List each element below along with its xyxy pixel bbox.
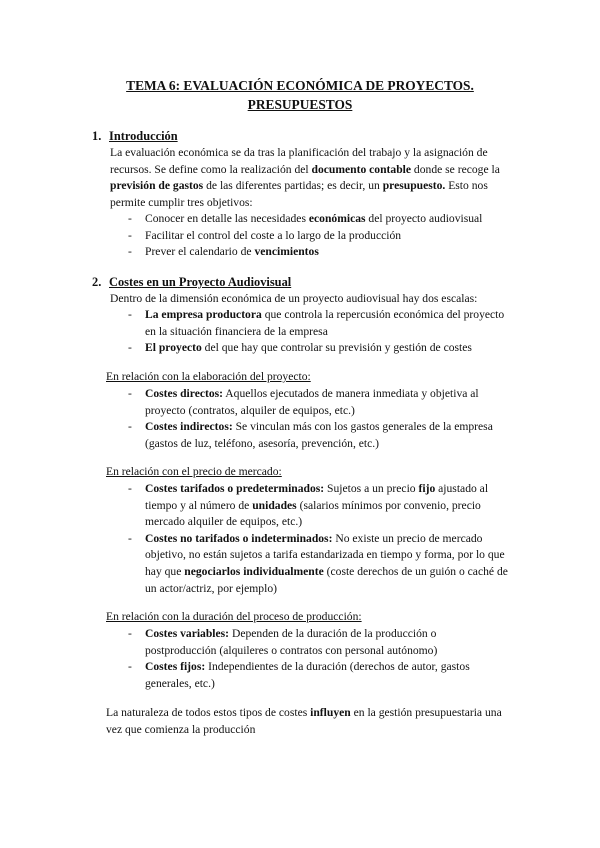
closing-text-2: en la gestión presupuestaria una vez que comienza la producción — [106, 706, 502, 736]
elaboracion-list — [128, 386, 510, 452]
cost-type-bold: Costes no tarifados o indeterminados: — [145, 531, 333, 545]
scale-bold: La empresa productora — [145, 308, 262, 321]
intro-text-2: donde se recoge la — [411, 162, 500, 176]
objective-text: Prever el calendario de — [145, 245, 255, 259]
closing-paragraph — [106, 705, 516, 738]
cost-type-bold: Costes fijos: — [145, 660, 206, 674]
cost-type-text: Independientes de la duración (derechos de autor, gastos generales, etc.) — [145, 660, 470, 690]
list-item — [128, 340, 510, 357]
title-line-2: PRESUPUESTOS — [247, 97, 353, 112]
mercado-list — [128, 481, 510, 597]
intro-bold-1: documento contable — [311, 162, 412, 176]
cost-type-bold: Costes variables: — [145, 627, 230, 640]
list-item — [128, 626, 510, 659]
dash-marker: - — [128, 531, 132, 545]
dash-marker: - — [128, 341, 132, 355]
cost-type-bold-3: unidades — [252, 498, 297, 512]
dash-marker: - — [128, 660, 132, 674]
cost-type-text: Aquellos ejecutados de manera inmediata y objetiva al proyecto (contratos, alquiler de equipos, etc.) — [145, 387, 479, 417]
objective-text: Facilitar el control del coste a lo largo de la producción — [145, 228, 402, 242]
objective-text-post: del proyecto audiovisual — [365, 212, 483, 225]
cost-type-text-2: (coste derechos de un guión o caché de un actor/actriz, por ejemplo) — [145, 564, 508, 595]
objective-text: Conocer en detalle las necesidades — [145, 212, 309, 225]
intro-text-1: La evaluación económica se da tras la planificación del trabajo y la asignación de recursos. Se define como la realización del — [110, 146, 488, 176]
subheading-mercado: En relación con el precio de mercado: — [106, 465, 282, 478]
cost-type-bold: Costes indirectos: — [145, 420, 233, 434]
cost-type-bold-2: negociarlos individualmente — [184, 564, 324, 578]
list-item — [128, 386, 510, 419]
subheading-elaboracion: En relación con la elaboración del proyecto: — [106, 370, 311, 383]
dash-marker: - — [128, 387, 132, 400]
document-title — [60, 76, 540, 114]
list-item — [128, 531, 510, 597]
cost-type-bold: Costes tarifados o predeterminados: — [145, 482, 325, 495]
title-line-1: TEMA 6: EVALUACIÓN ECONÓMICA DE PROYECTOS. — [126, 78, 474, 93]
objectives-list — [128, 211, 510, 261]
list-item — [128, 244, 510, 261]
cost-type-text: No existe un precio de mercado objetivo, no están sujetos a tarifa estandarizada en tiempo y forma, por lo que hay que — [145, 531, 505, 578]
intro-text-3: de las diferentes partidas; es decir, un — [203, 179, 383, 193]
section-2-number: 2. — [92, 275, 102, 289]
dash-marker: - — [128, 228, 132, 242]
dash-marker: - — [128, 212, 132, 225]
dash-marker: - — [128, 245, 132, 259]
scale-bold: El proyecto — [145, 341, 202, 355]
objective-bold: vencimientos — [254, 245, 319, 259]
cost-type-text-3: (salarios mínimos por convenio, precio mercado alquiler de equipos, etc.) — [145, 498, 481, 529]
list-item — [128, 659, 510, 692]
section-1-title: Introducción — [109, 129, 178, 143]
list-item — [128, 419, 510, 452]
section-1-intro — [110, 145, 510, 211]
cost-type-bold: Costes directos: — [145, 387, 224, 400]
dash-marker: - — [128, 420, 132, 434]
list-item — [128, 481, 510, 531]
list-item — [128, 228, 510, 245]
dash-marker: - — [128, 627, 132, 640]
closing-bold: influyen — [310, 706, 351, 719]
section-2-title: Costes en un Proyecto Audiovisual — [109, 275, 292, 289]
subheading-duracion: En relación con la duración del proceso de producción: — [106, 610, 362, 623]
scales-list — [128, 307, 510, 357]
section-1-number: 1. — [92, 129, 102, 143]
intro-text-4: Esto nos permite cumplir tres objetivos: — [110, 179, 488, 209]
intro-bold-2: previsión de gastos — [110, 179, 204, 193]
objective-bold: económicas — [308, 212, 366, 225]
scale-text: que controla la repercusión económica del proyecto en la situación financiera de la empresa — [145, 308, 505, 338]
closing-text-1: La naturaleza de todos estos tipos de costes — [106, 706, 311, 719]
dash-marker: - — [128, 308, 132, 321]
cost-type-text: Sujetos a un precio — [324, 482, 419, 495]
duracion-list — [128, 626, 510, 692]
scale-text: del que hay que controlar su previsión y gestión de costes — [201, 341, 472, 355]
dash-marker: - — [128, 482, 132, 495]
cost-type-text: Se vinculan más con los gastos generales de la empresa (gastos de luz, teléfono, asesoría, prevención, etc.) — [145, 420, 493, 450]
cost-type-text-2: ajustado al tiempo y al número de — [145, 482, 489, 512]
intro-bold-3: presupuesto. — [382, 179, 446, 193]
list-item — [128, 211, 510, 228]
section-2-intro: Dentro de la dimensión económica de un proyecto audiovisual hay dos escalas: — [110, 292, 478, 305]
cost-type-bold-2: fijo — [418, 482, 436, 495]
cost-type-text: Dependen de la duración de la producción o postproducción (alquileres o contratos con personal autónomo) — [145, 627, 438, 657]
list-item — [128, 307, 510, 340]
